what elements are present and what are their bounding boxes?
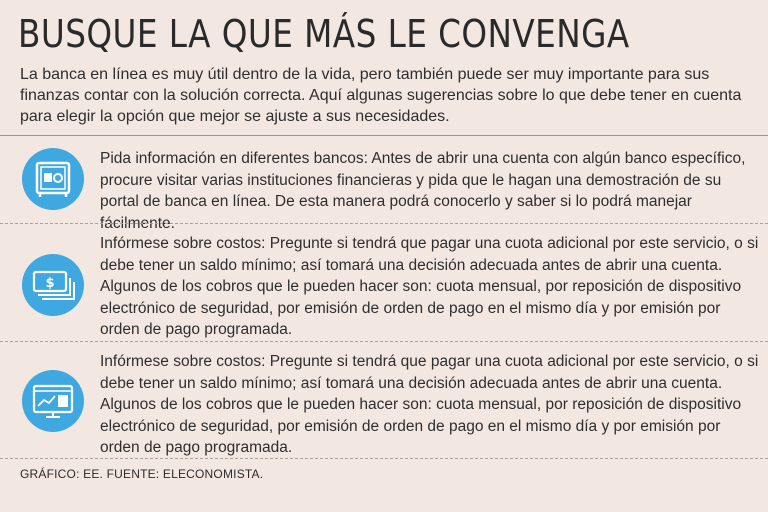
safe-icon (22, 148, 84, 210)
header-divider (0, 135, 768, 136)
online-banking-screen-icon (22, 370, 84, 432)
money-bills-icon (22, 254, 84, 316)
tip-text-3: Infórmese sobre costos: Pregunte si tendrá que pagar una cuota adicional por este servicio, o si debe tener un saldo mínimo; así tomará una decisión adecuada antes de abrir una cuenta. Algunos de los cobros que le pueden hacer son: cuota mensual, por reposición de dispositivo electrónico de seguridad, por emisión de orden de pago en el mismo día y por emisión por orden de pago programada. (100, 353, 759, 456)
source-credit: GRÁFICO: EE. FUENTE: ELECONOMISTA. (20, 467, 264, 481)
tip-text-1: Pida información en diferentes bancos: Antes de abrir una cuenta con algún banco específico, procure visitar varias instituciones financieras y pida que le hagan una demostración de su portal de banca en línea. De esta manera podrá conocerlo y saber si lo podrá manejar fácilmente. (100, 150, 746, 232)
divider-3 (0, 458, 768, 459)
intro-paragraph: La banca en línea es muy útil dentro de la vida, pero también puede ser muy importante para sus finanzas contar con la solución correcta. Aquí algunas sugerencias sobre lo que debe tener en cuenta para elegir la opción que mejor se ajuste a sus necesidades. (20, 66, 742, 125)
divider-1 (0, 223, 768, 224)
page-title: BUSQUE LA QUE MÁS LE CONVENGA (18, 12, 630, 56)
tip-text-2: Infórmese sobre costos: Pregunte si tendrá que pagar una cuota adicional por este servicio, o si debe tener un saldo mínimo; así tomará una decisión adecuada antes de abrir una cuenta. Algunos de los cobros que le pueden hacer son: cuota mensual, por reposición de dispositivo electrónico de seguridad, por emisión de orden de pago en el mismo día y por emisión por orden de pago programada. (100, 235, 759, 338)
divider-2 (0, 341, 768, 342)
svg-text:$: $ (45, 276, 55, 291)
